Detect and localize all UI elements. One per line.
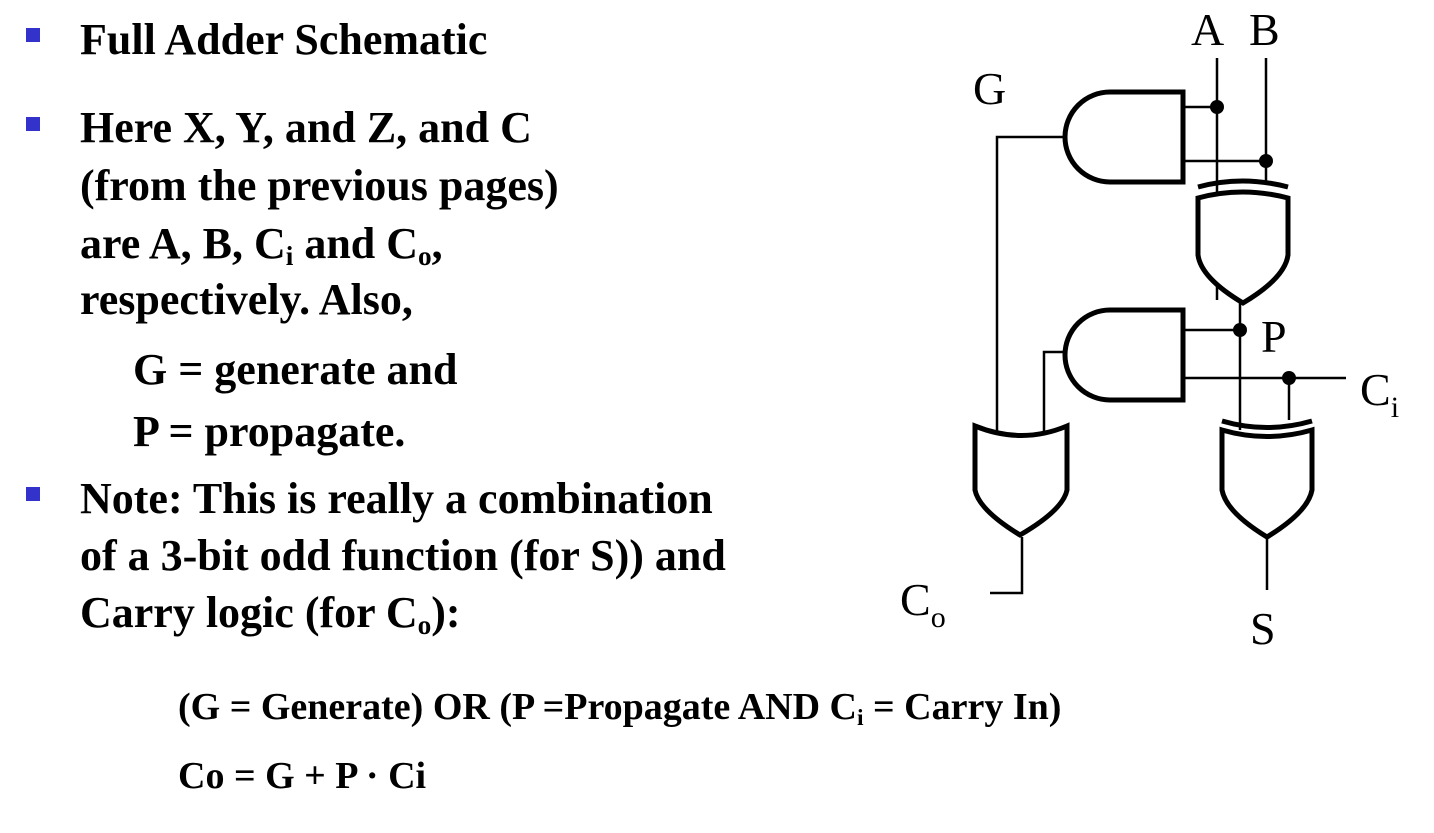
label-g: G xyxy=(973,63,1007,114)
bullet-3-line-1: Note: This is really a combination xyxy=(80,474,713,523)
wire-co-output xyxy=(990,537,1022,593)
junction-b xyxy=(1259,154,1273,168)
xor-gate-propagate-back-arc xyxy=(1198,181,1288,187)
xor-gate-sum-back-arc xyxy=(1222,421,1312,428)
carry-formula-words: (G = Generate) OR (P =Propagate AND $C_i$ = Carry In) xyxy=(178,686,1062,731)
and-gate-carry xyxy=(1065,310,1183,400)
bullet-2-line-5: G = generate and xyxy=(133,345,458,394)
label-ci: $C_i$ xyxy=(1360,364,1400,424)
bullet-2-line-3: are A, B, $C_i$ and $C_o$, xyxy=(80,219,443,271)
label-b: B xyxy=(1249,4,1280,55)
label-p: P xyxy=(1261,311,1287,362)
or-gate-carry-out xyxy=(975,426,1067,535)
wire-g xyxy=(997,137,1068,437)
bullet-3-line-3: Carry logic (for $C_o$): xyxy=(80,588,461,640)
bullet-2-line-6: P = propagate. xyxy=(133,407,406,456)
xor-gate-sum xyxy=(1222,430,1312,537)
junction-ci xyxy=(1282,371,1296,385)
bullet-3-line-2: of a 3-bit odd function (for S)) and xyxy=(80,531,726,580)
label-co: $C_o$ xyxy=(900,574,946,634)
bullet-2-line-2: (from the previous pages) xyxy=(80,161,559,210)
label-s: S xyxy=(1250,603,1276,654)
carry-formula-equation: Co = G + P · Ci xyxy=(178,755,427,797)
and-gate-generate xyxy=(1065,92,1183,182)
bullet-2-line-4: respectively. Also, xyxy=(80,275,413,324)
bullet-2-line-1: Here X, Y, and Z, and C xyxy=(80,103,532,152)
slide-title-bullet: Full Adder Schematic xyxy=(80,15,488,64)
xor-gate-propagate xyxy=(1198,192,1288,303)
junction-p xyxy=(1233,323,1247,337)
label-a: A xyxy=(1191,4,1225,55)
junction-a xyxy=(1210,100,1224,114)
